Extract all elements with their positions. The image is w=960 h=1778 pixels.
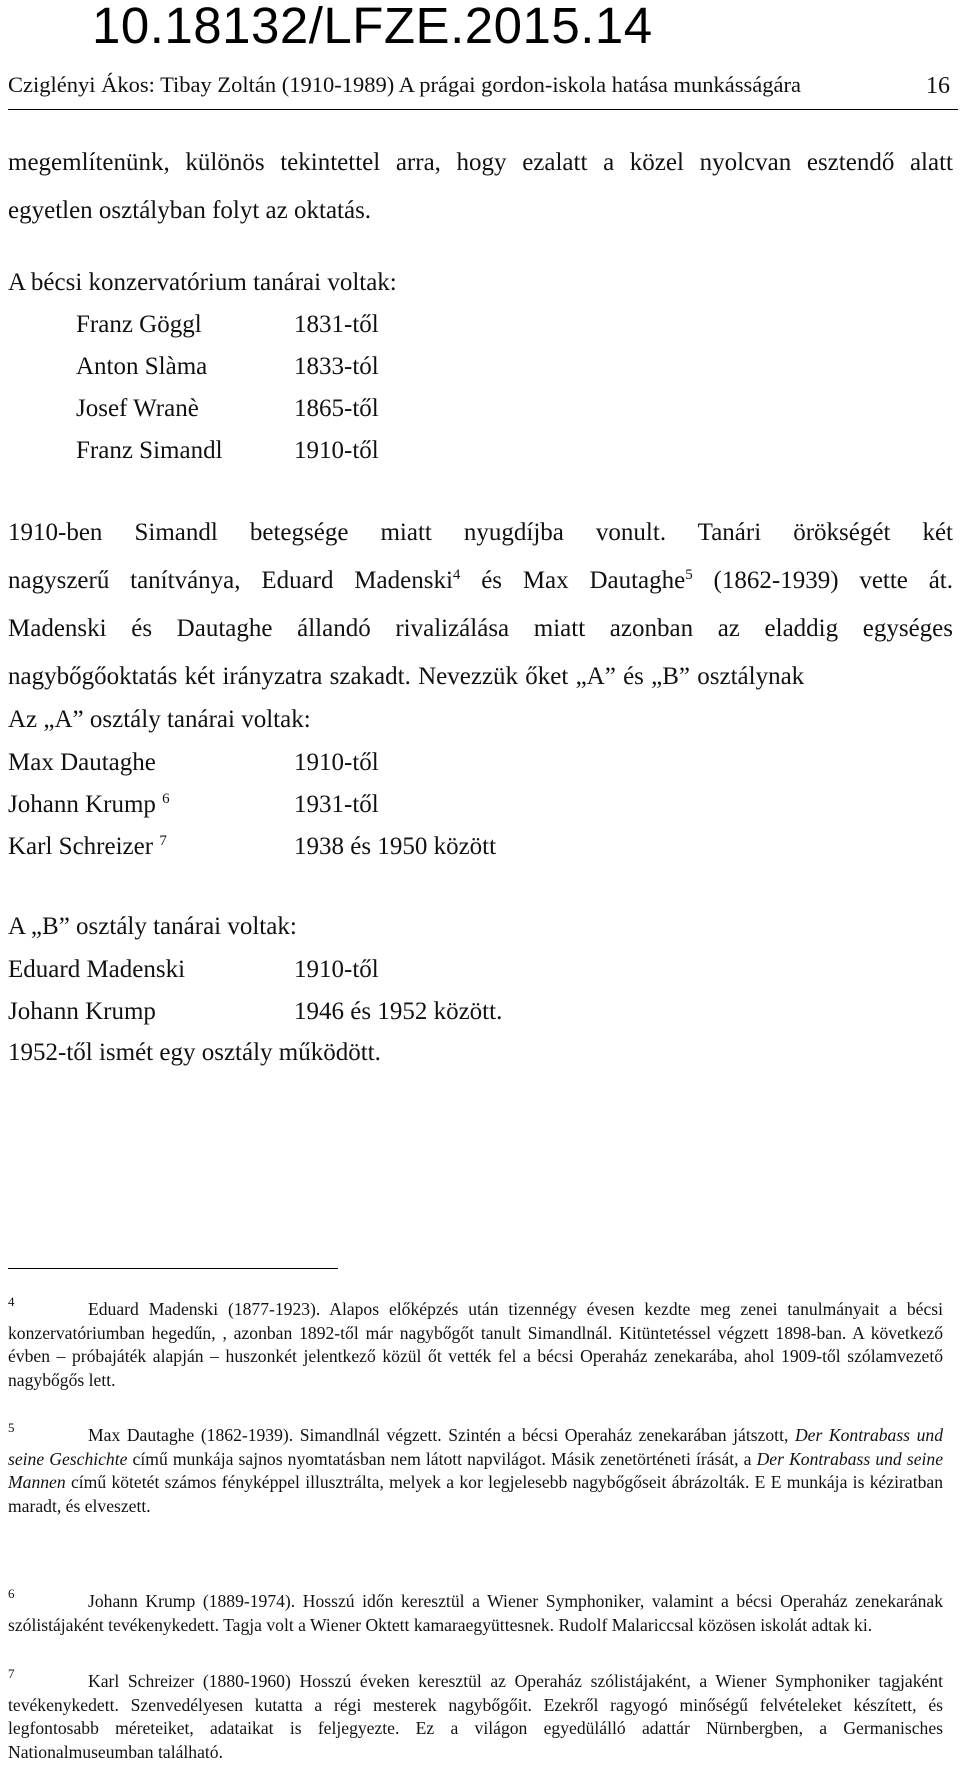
teacher-year: 1946 és 1952 között. [294,998,503,1025]
footnote-text: Eduard Madenski (1877-1923). Alapos előképzés után tizennégy évesen kezdte meg zenei tanulmányait a bécsi konzervatóriumban hegedűn, , azonban 1892-től már nagybőgőt tanult Simandlnál. Kitüntetéssel végzett 1898-ban. A következő évben – próbajáték alapján – huszonkét jelentkező közül őt vették fel a bécsi Operaház zenekarába, ahol 1909-től szólamvezető nagybőgős lett. [8,1299,943,1390]
book-title: Der Kontrabass und seine Geschichte [8,1425,943,1469]
footnote-4 [8,1294,943,1392]
teacher-year: 1910-től [294,956,379,983]
para2-text: és Max Dautaghe [460,567,686,594]
teacher-year: 1831-től [294,311,379,338]
teacher-name: Franz Simandl [76,437,223,464]
footnote-text-part: Max Dautaghe (1862-1939). Simandlnál végzett. Szintén a bécsi Operaház zenekarában játszott, [88,1425,795,1445]
footnote-ref-7: 7 [159,833,167,849]
page-number: 16 [926,73,950,99]
teacher-name: Josef Wranè [76,395,199,422]
footnote-number: 4 [8,1294,15,1309]
teacher-name: Eduard Madenski [8,956,186,983]
para2-line-1: 1910-ben Simandl betegsége miatt nyugdíjba vonult. Tanári örökségét két [8,519,953,546]
footnote-text: Johann Krump (1889-1974). Hosszú időn keresztül a Wiener Symphoniker, valamint a bécsi Operaház zenekarának szólistájaként tevékenykedett. Tagja volt a Wiener Oktett kamaraegyüttesnek. Rudolf Malariccsal közösen iskolát adtak ki. [8,1591,943,1635]
class-a-heading: Az „A” osztály tanárai voltak: [8,706,311,733]
footnote-separator [8,1268,338,1269]
teacher-name: Max Dautaghe [8,749,156,776]
header-rule [8,109,958,110]
closing-line: 1952-től ismét egy osztály működött. [8,1039,381,1066]
footnote-number: 7 [8,1666,15,1681]
footnote-ref-6: 6 [162,791,170,807]
teacher-name-text: Johann Krump [8,791,156,818]
footnote-7 [8,1666,943,1764]
para2-line-3: Madenski és Dautaghe állandó rivalizálása miatt azonban az eladdig egységes [8,615,953,642]
book-title: Der Kontrabass und seine Mannen [8,1448,944,1492]
para2-line-4: nagybőgőoktatás két irányzatra szakadt. Nevezzük őket „A” és „B” osztálynak [8,663,805,690]
footnote-5 [8,1420,944,1518]
intro-line-2: egyetlen osztályban folyt az oktatás. [8,197,372,224]
teacher-year: 1833-tól [294,353,379,380]
para2-line-2 [8,566,953,596]
footnote-text: Karl Schreizer (1880-1960) Hosszú éveken keresztül az Operaház szólistájaként, a Wiener Symphoniker tagjaként tevékenykedett. Szenvedélyesen kutatta a régi mesterek nagybőgőit. Ezekről ragyogó minőségű felvételeket készített, és legfontosabb méreteiket, adataikat is feljegyezte. Ez a világon egyedülálló adattár Nürnbergben, a Germanisches Nationalmuseumban található. [8,1671,943,1762]
footnote-number: 5 [8,1420,15,1435]
teacher-name [8,832,167,862]
running-header-title: Cziglényi Ákos: Tibay Zoltán (1910-1989) A prágai gordon-iskola hatása munkásságára [8,72,801,97]
para2-text: (1862-1939) vette át. [692,567,953,594]
class-b-heading: A „B” osztály tanárai voltak: [8,913,297,940]
footnote-text [8,1424,943,1518]
footnote-ref-4: 4 [452,567,461,583]
teacher-name: Franz Göggl [76,311,202,338]
footnote-6 [8,1586,943,1637]
teacher-name-text: Karl Schreizer [8,833,154,860]
para2-text: nagyszerű tanítványa, Eduard Madenski [8,567,453,594]
running-header [8,62,958,110]
footnote-number: 6 [8,1586,15,1601]
footnote-text-part: című munkája sajnos nyomtatásban nem látott napvilágot. Másik zenetörténeti írását, a [127,1448,757,1469]
doi-header: 10.18132/LFZE.2015.14 [92,0,653,54]
intro-line-1: megemlítenünk, különös tekintettel arra, hogy ezalatt a közel nyolcvan esztendő alatt [8,149,953,176]
teacher-year: 1865-től [294,395,379,422]
vienna-heading: A bécsi konzervatórium tanárai voltak: [8,269,397,296]
teacher-year: 1910-től [294,749,379,776]
teacher-year: 1938 és 1950 között [294,833,497,860]
teacher-year: 1931-től [294,791,379,818]
teacher-name: Johann Krump [8,998,156,1025]
teacher-name: Anton Slàma [76,353,208,380]
teacher-year: 1910-től [294,437,379,464]
footnote-ref-5: 5 [685,567,693,583]
teacher-name [8,790,170,820]
footnote-text-part: című kötetét számos fényképpel illusztrálta, melyek a kor legjelesebb nagybőgőseit ábrázolták. E E munkája is kéziratban maradt, és elveszett. [8,1472,943,1516]
